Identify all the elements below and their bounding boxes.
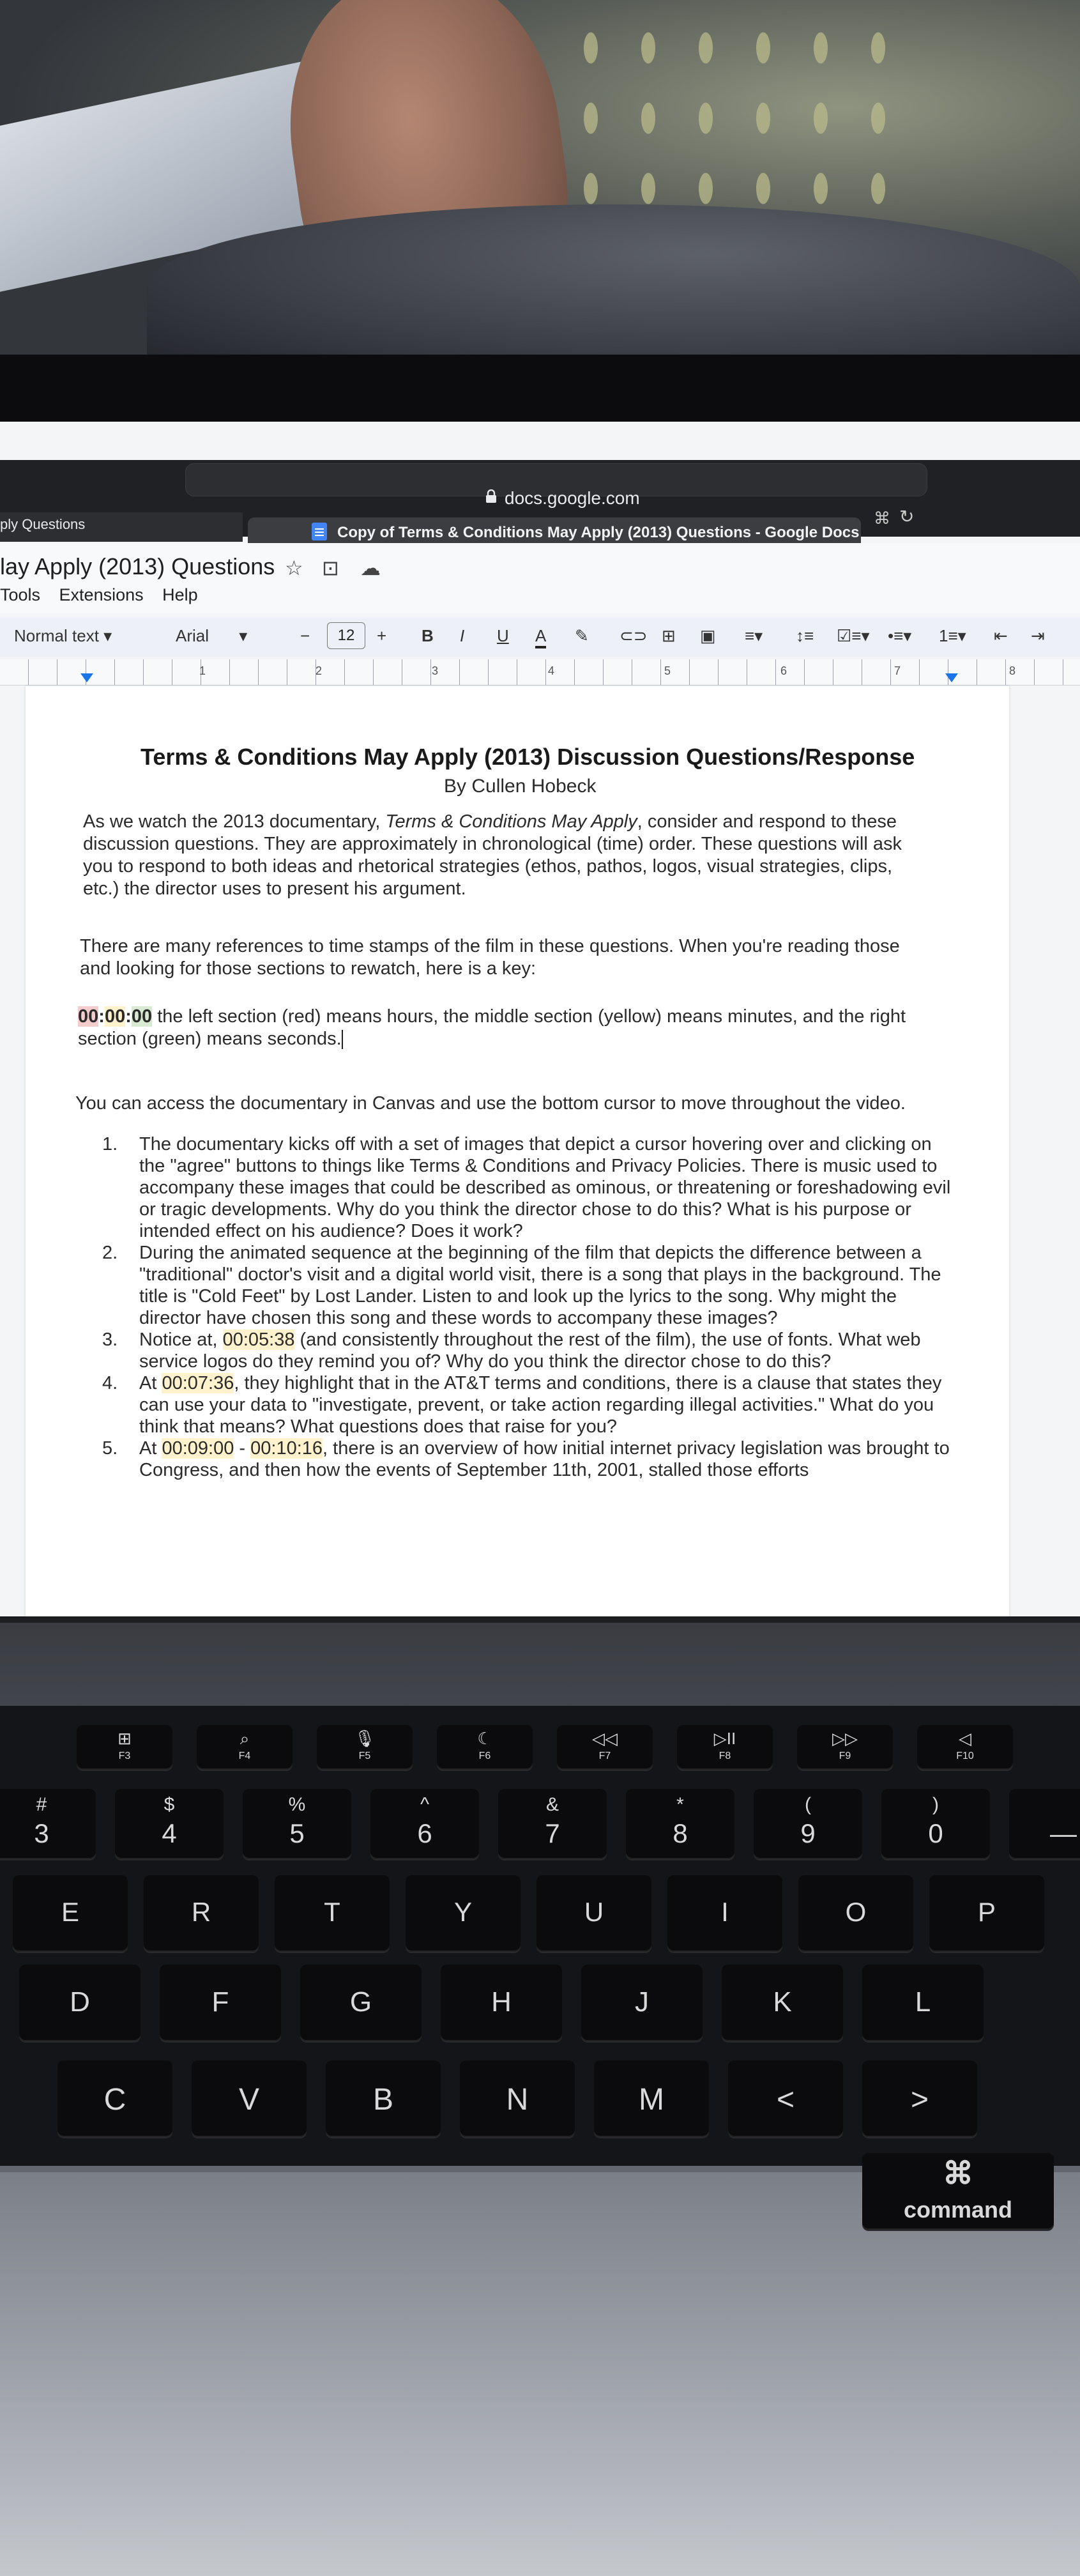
key-label: P bbox=[977, 1897, 996, 1927]
timestamp: 00:09:00 bbox=[162, 1438, 234, 1459]
key-label: C bbox=[103, 2083, 126, 2117]
number-key[interactable] bbox=[243, 1789, 351, 1859]
italic-button[interactable]: I bbox=[460, 626, 465, 645]
key-label: F9 bbox=[839, 1751, 851, 1761]
function-key[interactable] bbox=[317, 1725, 413, 1770]
question-text: At bbox=[139, 1438, 162, 1459]
question-text: , there is an overview of how initial internet privacy legislation was brought to Congress, and then how the events of September 11th, 2001, stalled those efforts bbox=[139, 1438, 950, 1480]
function-key[interactable] bbox=[917, 1725, 1013, 1770]
key-label: 0 bbox=[928, 1818, 943, 1848]
numbered-list-icon[interactable]: 1≡▾ bbox=[939, 626, 966, 645]
key-label: 8 bbox=[673, 1818, 688, 1848]
ruler-number: 5 bbox=[664, 664, 671, 677]
tab-left-label: ply Questions bbox=[0, 516, 86, 532]
key-label: * bbox=[676, 1794, 684, 1815]
browser-tab-active[interactable] bbox=[248, 518, 861, 544]
translate-icon[interactable]: ⌘ bbox=[874, 509, 890, 528]
questions-list bbox=[102, 1133, 958, 1481]
text-cursor bbox=[342, 1030, 343, 1049]
list-number: 1. bbox=[102, 1134, 118, 1154]
key-label: 3 bbox=[34, 1818, 49, 1848]
letter-key[interactable] bbox=[594, 2060, 709, 2137]
letter-key[interactable] bbox=[406, 1875, 521, 1952]
font-select[interactable]: Arial ▾ bbox=[176, 626, 248, 645]
letter-key[interactable] bbox=[441, 1965, 562, 2041]
key-label: F7 bbox=[598, 1751, 611, 1761]
list-number: 3. bbox=[102, 1330, 118, 1350]
command-key[interactable] bbox=[862, 2153, 1054, 2230]
key-seconds: 00 bbox=[131, 1006, 153, 1027]
browser-tab-previous[interactable] bbox=[0, 512, 243, 542]
document-page[interactable] bbox=[26, 686, 1009, 1623]
function-key[interactable] bbox=[677, 1725, 773, 1770]
key-label: F10 bbox=[956, 1751, 974, 1761]
key-label: command bbox=[903, 2196, 1013, 2223]
letter-key[interactable] bbox=[275, 1875, 390, 1952]
star-icon[interactable]: ☆ bbox=[285, 556, 303, 579]
key-label: — bbox=[1050, 1818, 1077, 1848]
key-minutes: 00 bbox=[104, 1006, 126, 1027]
key-label: M bbox=[639, 2083, 664, 2117]
key-hours: 00 bbox=[78, 1006, 99, 1027]
key-label: ▷▷ bbox=[832, 1729, 858, 1748]
google-docs-icon bbox=[312, 523, 327, 540]
key-label: Y bbox=[453, 1897, 472, 1927]
doc-title[interactable]: lay Apply (2013) Questions bbox=[0, 553, 275, 579]
key-label: F8 bbox=[719, 1751, 731, 1761]
list-number: 2. bbox=[102, 1243, 118, 1263]
list-number: 5. bbox=[102, 1438, 118, 1459]
timestamp: 00:10:16 bbox=[250, 1438, 323, 1459]
highlight-icon[interactable]: ✎ bbox=[575, 626, 589, 645]
bold-button[interactable]: B bbox=[422, 626, 434, 645]
key-label: E bbox=[61, 1897, 79, 1927]
intro-paragraph bbox=[83, 811, 932, 900]
letter-key[interactable] bbox=[160, 1965, 281, 2041]
key-label: 🎙 bbox=[354, 1729, 376, 1748]
number-key[interactable] bbox=[626, 1789, 734, 1859]
menu-extensions[interactable]: Extensions bbox=[59, 585, 144, 604]
number-key[interactable] bbox=[754, 1789, 862, 1859]
key-label: V bbox=[238, 2083, 259, 2117]
key-label: ⌕ bbox=[240, 1729, 250, 1748]
font-label: Arial bbox=[176, 626, 209, 645]
ruler-number: 3 bbox=[432, 664, 439, 677]
key-label: ▷II bbox=[713, 1729, 736, 1748]
ruler-number: 2 bbox=[316, 664, 323, 677]
number-key[interactable] bbox=[115, 1789, 224, 1859]
function-key[interactable] bbox=[197, 1725, 293, 1770]
number-key[interactable] bbox=[1009, 1789, 1080, 1859]
key-separator: : bbox=[98, 1006, 105, 1027]
key-label: ^ bbox=[420, 1794, 430, 1815]
number-key[interactable] bbox=[370, 1789, 479, 1859]
key-label: ) bbox=[932, 1794, 939, 1815]
list-item bbox=[102, 1242, 958, 1329]
key-label: % bbox=[288, 1794, 306, 1815]
key-label: 9 bbox=[800, 1818, 816, 1848]
key-label: I bbox=[721, 1897, 729, 1927]
reload-icon[interactable]: ↻ bbox=[899, 507, 915, 526]
key-label: 6 bbox=[417, 1818, 432, 1848]
timestamp: 00:07:36 bbox=[162, 1373, 234, 1393]
letter-key[interactable] bbox=[862, 2060, 977, 2137]
question-text: (and consistently throughout the rest of the film), the use of fonts. What web service logos do they remind you of? Why do you think the director chose to do this? bbox=[139, 1330, 921, 1372]
list-item bbox=[102, 1372, 958, 1438]
key-label: ◁◁ bbox=[592, 1729, 618, 1748]
bulleted-list-icon[interactable]: •≡▾ bbox=[888, 626, 912, 645]
question-text: Notice at, bbox=[139, 1330, 223, 1350]
key-label: U bbox=[584, 1897, 604, 1927]
menu-bar bbox=[0, 585, 212, 605]
letter-key[interactable] bbox=[581, 1965, 703, 2041]
question-text: During the animated sequence at the beginning of the film that depicts the difference between a "traditional" doctor's visit and a digital world visit, there is a song that plays in the background. The title is "Cold Feet" by Lost Lander. Listen to and look up the lyrics to the song. Why might the director have chosen this song and these words to accompany these images? bbox=[139, 1243, 941, 1328]
docs-header bbox=[0, 543, 1080, 613]
letter-key[interactable] bbox=[536, 1875, 651, 1952]
key-label: ☾ bbox=[477, 1729, 492, 1748]
key-label: 7 bbox=[545, 1818, 560, 1848]
checklist-icon[interactable]: ☑≡▾ bbox=[837, 626, 870, 645]
film-title: Terms & Conditions May Apply bbox=[385, 811, 637, 832]
letter-key[interactable] bbox=[667, 1875, 782, 1952]
letter-key[interactable] bbox=[728, 2060, 843, 2137]
letter-key[interactable] bbox=[192, 2060, 307, 2137]
function-key[interactable] bbox=[437, 1725, 533, 1770]
key-label: F6 bbox=[478, 1751, 491, 1761]
letter-key[interactable] bbox=[57, 2060, 172, 2137]
ruler-number: 7 bbox=[894, 664, 901, 677]
font-size-decrease-button[interactable]: − bbox=[300, 626, 310, 645]
key-label: & bbox=[545, 1794, 559, 1815]
style-select[interactable]: Normal text ▾ bbox=[14, 626, 112, 645]
key-label: K bbox=[773, 1986, 792, 2018]
list-item bbox=[102, 1438, 958, 1481]
key-label: ◁ bbox=[959, 1729, 971, 1748]
question-text: At bbox=[139, 1373, 162, 1393]
font-size-increase-button[interactable]: + bbox=[377, 626, 387, 645]
function-key[interactable] bbox=[557, 1725, 653, 1770]
docs-toolbar bbox=[0, 617, 1080, 657]
key-label: D bbox=[70, 1986, 90, 2018]
key-label: F5 bbox=[358, 1751, 371, 1761]
ruler-number: 8 bbox=[1009, 664, 1016, 677]
link-icon[interactable]: ⊂⊃ bbox=[620, 626, 648, 645]
comment-icon[interactable]: ⊞ bbox=[662, 626, 676, 645]
canvas-paragraph: You can access the documentary in Canvas and use the bottom cursor to move throughout the video. bbox=[75, 1093, 906, 1114]
key-label: G bbox=[349, 1986, 372, 2018]
text-color-button[interactable]: A bbox=[535, 626, 546, 648]
number-key[interactable] bbox=[881, 1789, 990, 1859]
ruler-number: 4 bbox=[548, 664, 555, 677]
list-item bbox=[102, 1133, 958, 1242]
timestamps-paragraph: There are many references to time stamps of the film in these questions. When you're reading those and looking for those sections to rewatch, here is a key: bbox=[80, 936, 900, 979]
letter-key[interactable] bbox=[722, 1965, 843, 2041]
letter-key[interactable] bbox=[862, 1965, 984, 2041]
letter-key[interactable] bbox=[460, 2060, 575, 2137]
line-spacing-icon[interactable]: ↕≡ bbox=[796, 626, 814, 645]
key-label: F3 bbox=[118, 1751, 131, 1761]
letter-key[interactable] bbox=[144, 1875, 259, 1952]
left-indent-marker[interactable] bbox=[80, 673, 93, 682]
menu-tools[interactable]: Tools bbox=[0, 585, 41, 604]
letter-key[interactable] bbox=[798, 1875, 913, 1952]
lock-icon bbox=[485, 489, 497, 503]
timestamp-key-paragraph bbox=[78, 1006, 927, 1050]
intro-text-2: , consider and respond to these discussion questions. They are approximately in chronological (time) order. These questions will ask you to respond to both ideas and rhetorical strategies (ethos, pathos, logos, visual strategies, clips, etc.) the director uses to present his argument. bbox=[83, 811, 902, 899]
letter-key[interactable] bbox=[13, 1875, 128, 1952]
key-label: F4 bbox=[238, 1751, 251, 1761]
key-label: ⊞ bbox=[118, 1729, 132, 1748]
key-label: H bbox=[491, 1986, 512, 2018]
key-label: 5 bbox=[289, 1818, 305, 1848]
key-label: < bbox=[776, 2083, 795, 2117]
key-label: N bbox=[506, 2083, 529, 2117]
intro-text-1: As we watch the 2013 documentary, bbox=[83, 811, 386, 832]
ruler-number: 1 bbox=[199, 664, 206, 677]
align-icon[interactable]: ≡▾ bbox=[745, 626, 763, 645]
increase-indent-icon[interactable]: ⇥ bbox=[1031, 626, 1045, 645]
key-text: the left section (red) means hours, the middle section (yellow) means minutes, and the right section (green) means seconds. bbox=[78, 1006, 906, 1049]
document-heading: Terms & Conditions May Apply (2013) Discussion Questions/Response bbox=[141, 744, 915, 770]
image-icon[interactable]: ▣ bbox=[700, 626, 716, 645]
document-byline: By Cullen Hobeck bbox=[444, 776, 597, 797]
key-label: > bbox=[910, 2083, 929, 2117]
key-label: ⌘ bbox=[943, 2157, 973, 2191]
key-label: F bbox=[211, 1986, 229, 2018]
laptop-screen bbox=[0, 422, 1080, 1623]
question-text: , they highlight that in the AT&T terms and conditions, there is a clause that states they can use your data to "investigate, prevent, or take action regarding illegal activities." What do you think that means? What questions does that raise for you? bbox=[139, 1373, 942, 1437]
letter-key[interactable] bbox=[300, 1965, 422, 2041]
decrease-indent-icon[interactable]: ⇤ bbox=[994, 626, 1008, 645]
letter-key[interactable] bbox=[19, 1965, 141, 2041]
number-key[interactable] bbox=[498, 1789, 607, 1859]
key-label: 4 bbox=[162, 1818, 177, 1848]
letter-key[interactable] bbox=[929, 1875, 1044, 1952]
key-label: T bbox=[324, 1897, 340, 1927]
tab-active-label: Copy of Terms & Conditions May Apply (2013) Questions - Google Docs bbox=[337, 524, 860, 541]
palm-rest bbox=[0, 2172, 1080, 2576]
question-text: - bbox=[234, 1438, 251, 1459]
url-text: docs.google.com bbox=[505, 488, 640, 508]
key-label: O bbox=[845, 1897, 867, 1927]
ruler-number: 6 bbox=[780, 664, 787, 677]
question-text: The documentary kicks off with a set of images that depict a cursor hovering over and clicking on the "agree" buttons to things like Terms & Conditions and Privacy Policies. There is music used to accompany these images that could be described as ominous, or threatening or foreshadowing evil or tragic developments. Why do you think the director chose to do this? What is his purpose or intended effect on his audience? Does it work? bbox=[139, 1134, 951, 1241]
style-label: Normal text bbox=[14, 626, 99, 645]
function-key[interactable] bbox=[797, 1725, 893, 1770]
key-label: J bbox=[635, 1986, 649, 2018]
list-number: 4. bbox=[102, 1373, 118, 1393]
letter-key[interactable] bbox=[326, 2060, 441, 2137]
function-key[interactable] bbox=[77, 1725, 172, 1770]
ruler[interactable] bbox=[0, 659, 1080, 686]
timestamp: 00:05:38 bbox=[222, 1330, 295, 1350]
underline-button[interactable]: U bbox=[497, 626, 509, 645]
key-label: L bbox=[915, 1986, 931, 2018]
key-label: R bbox=[191, 1897, 211, 1927]
key-separator: : bbox=[125, 1006, 132, 1027]
font-size-input[interactable]: 12 bbox=[327, 622, 365, 649]
key-label: ( bbox=[805, 1794, 811, 1815]
list-item bbox=[102, 1329, 958, 1372]
key-label: $ bbox=[164, 1794, 175, 1815]
move-folder-icon[interactable]: ⊡ bbox=[322, 556, 339, 579]
right-indent-marker[interactable] bbox=[945, 673, 958, 682]
number-key[interactable] bbox=[0, 1789, 96, 1859]
key-label: # bbox=[36, 1794, 47, 1815]
background-photo bbox=[0, 0, 1080, 358]
key-label: B bbox=[372, 2083, 393, 2117]
menu-help[interactable]: Help bbox=[162, 585, 198, 604]
cloud-saved-icon[interactable]: ☁ bbox=[360, 556, 381, 579]
